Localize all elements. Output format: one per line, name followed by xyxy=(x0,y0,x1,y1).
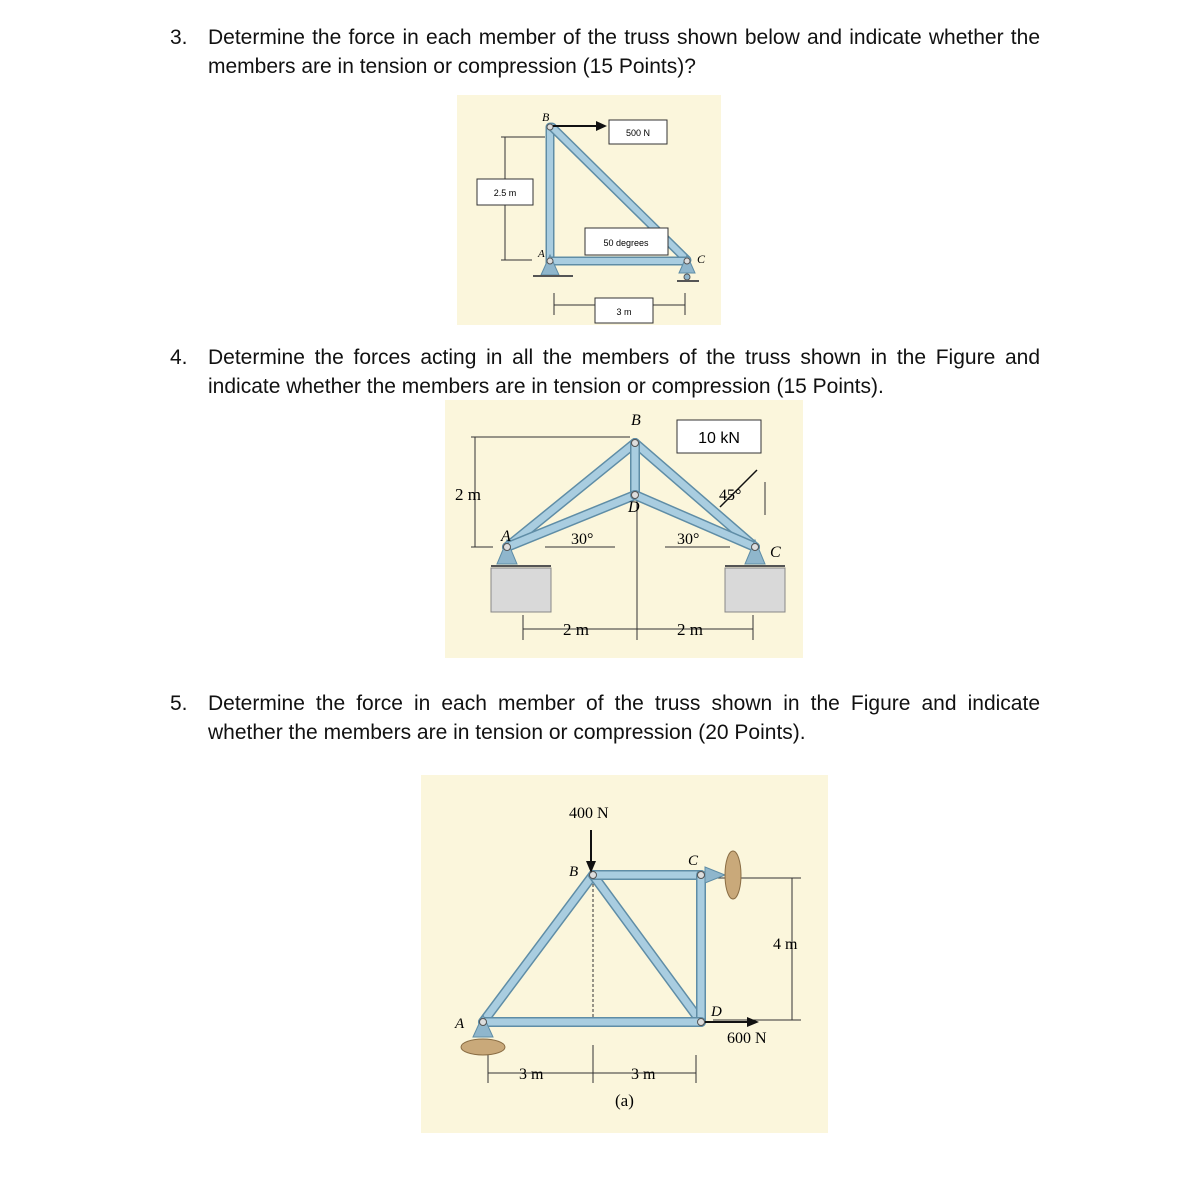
joint-label-a: A xyxy=(538,248,545,260)
question-number: 4. xyxy=(170,346,188,369)
joint-label-a: A xyxy=(501,528,511,545)
angle-load-label: 45° xyxy=(719,487,742,504)
joint-label-b: B xyxy=(631,412,641,429)
joint-label-c: C xyxy=(697,252,706,266)
height-label: 4 m xyxy=(773,936,798,953)
truss-figure-3 xyxy=(421,775,828,1133)
angle-label: 50 degrees xyxy=(603,238,649,248)
angle-right-label: 30° xyxy=(677,531,700,548)
joint-label-b: B xyxy=(542,110,550,124)
question-number: 3. xyxy=(170,26,188,49)
load-label: 10 kN xyxy=(698,430,740,447)
joint-label-d: D xyxy=(711,1004,722,1020)
figure-caption: (a) xyxy=(615,1091,634,1110)
span-left-label: 2 m xyxy=(563,620,589,639)
question-text: Determine the force in each member of the truss shown below and indicate whether the members are in tension or compression (15 Points)? xyxy=(208,26,1040,78)
joint-label-c: C xyxy=(688,853,699,869)
span-right-label: 3 m xyxy=(631,1066,656,1083)
joint-label-d: D xyxy=(628,499,640,516)
question-4 xyxy=(170,343,1040,401)
height-label: 2 m xyxy=(455,485,481,504)
question-3 xyxy=(170,23,1040,81)
span-left-label: 3 m xyxy=(519,1066,544,1083)
span-right-label: 2 m xyxy=(677,620,703,639)
question-text: Determine the force in each member of the truss shown in the Figure and indicate whether the members are in tension or compression (20 Points). xyxy=(208,692,1040,744)
joint-label-a: A xyxy=(455,1016,465,1032)
load-d-label: 600 N xyxy=(727,1030,767,1047)
load-b-label: 400 N xyxy=(569,805,609,822)
truss-figure-1 xyxy=(457,95,721,325)
question-number: 5. xyxy=(170,692,188,715)
question-text: Determine the forces acting in all the members of the truss shown in the Figure and indicate whether the members are in tension or compression (15 Points). xyxy=(208,346,1040,398)
span-label: 3 m xyxy=(616,307,632,317)
truss-figure-2 xyxy=(445,400,803,658)
load-label: 500 N xyxy=(625,128,651,138)
joint-label-c: C xyxy=(770,544,781,561)
angle-left-label: 30° xyxy=(571,531,594,548)
joint-label-b: B xyxy=(569,864,579,880)
height-label: 2.5 m xyxy=(493,188,517,198)
question-5 xyxy=(170,689,1040,747)
